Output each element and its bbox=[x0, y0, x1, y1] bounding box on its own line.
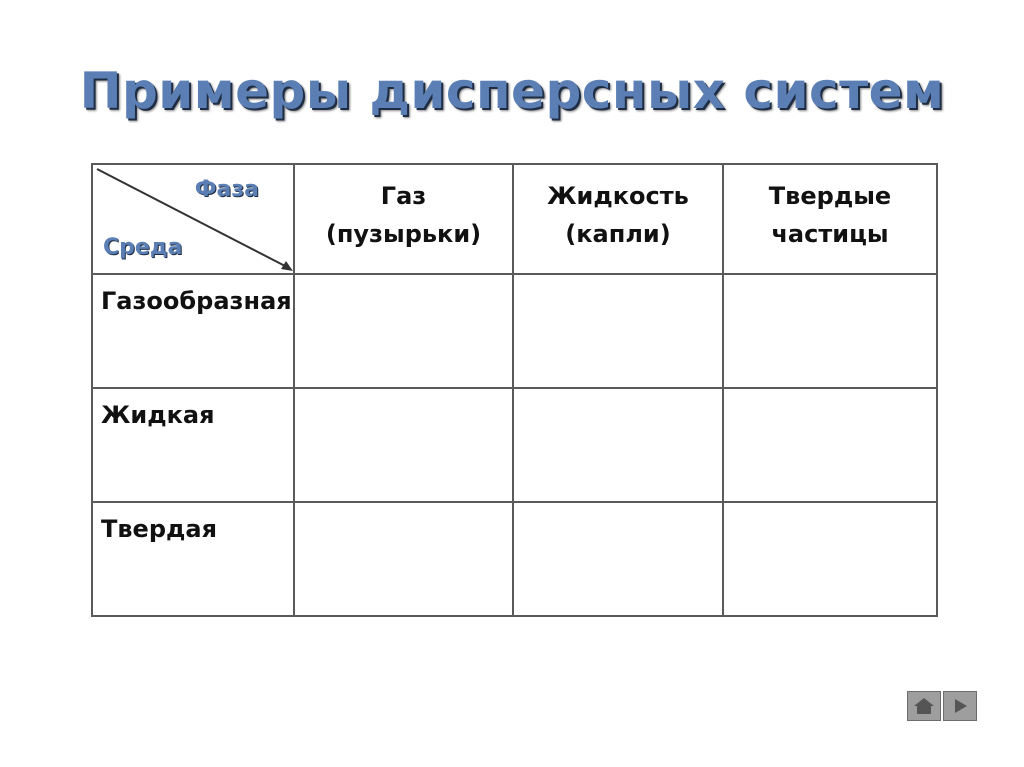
column-header-line: Газ bbox=[380, 182, 427, 210]
row-label-gaseous: Газообразная bbox=[92, 274, 294, 388]
corner-cell bbox=[92, 164, 294, 274]
table-header-row bbox=[92, 164, 937, 274]
column-header-solid bbox=[723, 164, 937, 274]
table-cell bbox=[723, 502, 937, 616]
column-header-line: (капли) bbox=[565, 220, 671, 248]
column-header-liquid bbox=[513, 164, 723, 274]
table-cell bbox=[513, 502, 723, 616]
column-header-line: частицы bbox=[771, 220, 889, 248]
column-header-line: (пузырьки) bbox=[325, 220, 482, 248]
table-row bbox=[92, 274, 937, 388]
play-next-icon bbox=[950, 696, 970, 716]
table-cell bbox=[294, 388, 513, 502]
table-cell bbox=[294, 502, 513, 616]
row-label-liquid: Жидкая bbox=[92, 388, 294, 502]
table-row bbox=[92, 388, 937, 502]
slide-navigation bbox=[907, 691, 977, 721]
column-header-line: Твердые bbox=[768, 182, 892, 210]
row-label-solid: Твердая bbox=[92, 502, 294, 616]
next-slide-button[interactable] bbox=[943, 691, 977, 721]
table-cell bbox=[723, 388, 937, 502]
home-button[interactable] bbox=[907, 691, 941, 721]
dispersed-systems-table bbox=[91, 163, 938, 617]
table-cell bbox=[723, 274, 937, 388]
home-icon bbox=[912, 696, 936, 716]
slide-title: Примеры дисперсных систем bbox=[79, 62, 945, 120]
table-cell bbox=[294, 274, 513, 388]
corner-medium-label: Среда bbox=[103, 235, 183, 260]
table-cell bbox=[513, 274, 723, 388]
table-row bbox=[92, 502, 937, 616]
column-header-gas bbox=[294, 164, 513, 274]
column-header-line: Жидкость bbox=[547, 182, 689, 210]
table-cell bbox=[513, 388, 723, 502]
corner-phase-label: Фаза bbox=[194, 177, 259, 202]
